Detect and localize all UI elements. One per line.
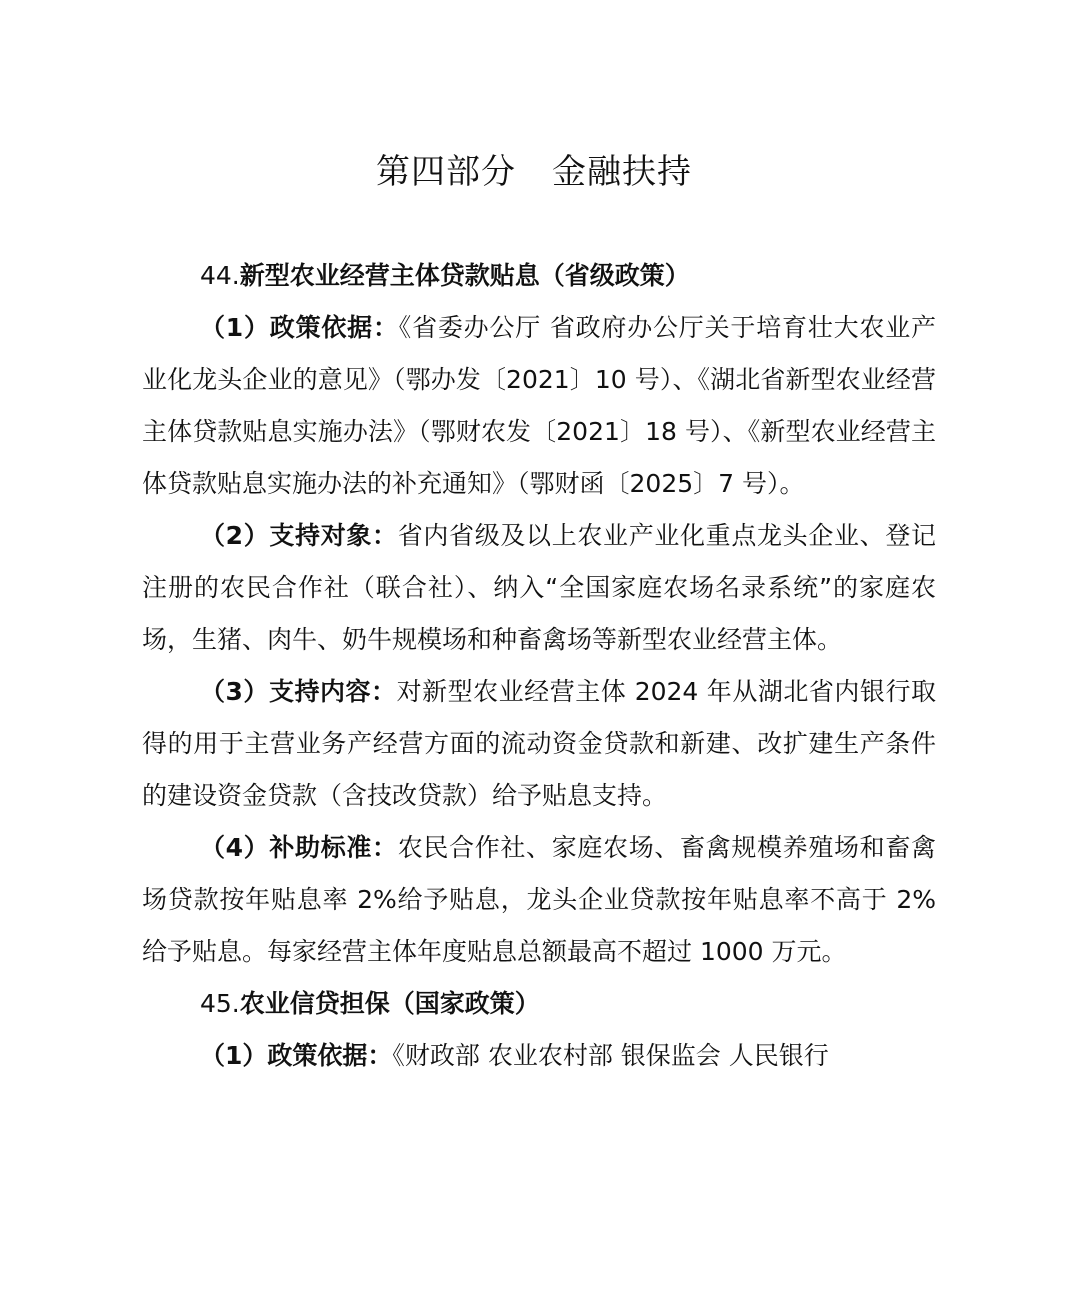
subsidy-standard-paragraph [142,822,936,978]
section-heading-44 [142,250,936,302]
item-text: 对新型农业经营主体 2024 年从湖北省内银行取得的用于主营业务产经营方面的流动资金贷款和新建、改扩建生产条件的建设资金贷款（含技改贷款）给予贴息支持。 [142,677,936,810]
section-heading-45 [142,978,936,1030]
item-text: 《省委办公厅 省政府办公厅关于培育壮大农业产业化龙头企业的意见》（鄂办发〔2021〕10 号）、《湖北省新型农业经营主体贷款贴息实施办法》（鄂财农发〔2021〕18 号）、《新型农业经营主体贷款贴息实施办法的补充通知》（鄂财函〔2025〕7 号）。 [142,313,936,498]
support-target-paragraph [142,510,936,666]
item-lead: （4）补助标准： [200,833,398,862]
section-number: 45. [200,989,240,1018]
section-heading-text: 新型农业经营主体贷款贴息（省级政策） [239,261,690,290]
document-body [142,250,936,1082]
section-number: 44. [200,261,240,290]
item-lead: （2）支持对象： [200,521,398,550]
support-content-paragraph [142,666,936,822]
page-title [0,148,1068,196]
policy-basis-paragraph [142,302,936,510]
item-lead: （3）支持内容： [200,677,397,706]
item-text: 《财政部 农业农村部 银保监会 人民银行 [392,1041,829,1070]
item-lead: （1）政策依据： [200,313,399,342]
item-text: 农民合作社、家庭农场、畜禽规模养殖场和畜禽场贷款按年贴息率 2%给予贴息，龙头企业贷款按年贴息率不高于 2%给予贴息。每家经营主体年度贴息总额最高不超过 1000 万元。 [142,833,936,966]
item-text: 省内省级及以上农业产业化重点龙头企业、登记注册的农民合作社（联合社）、纳入“全国家庭农场名录系统”的家庭农场，生猪、肉牛、奶牛规模场和种畜禽场等新型农业经营主体。 [142,521,936,654]
title-name: 金融扶持 [552,152,692,192]
title-part: 第四部分 [376,152,516,192]
section-heading-text: 农业信贷担保（国家政策） [239,989,540,1018]
policy-basis-paragraph-45 [142,1030,936,1082]
item-lead: （1）政策依据： [200,1041,393,1070]
